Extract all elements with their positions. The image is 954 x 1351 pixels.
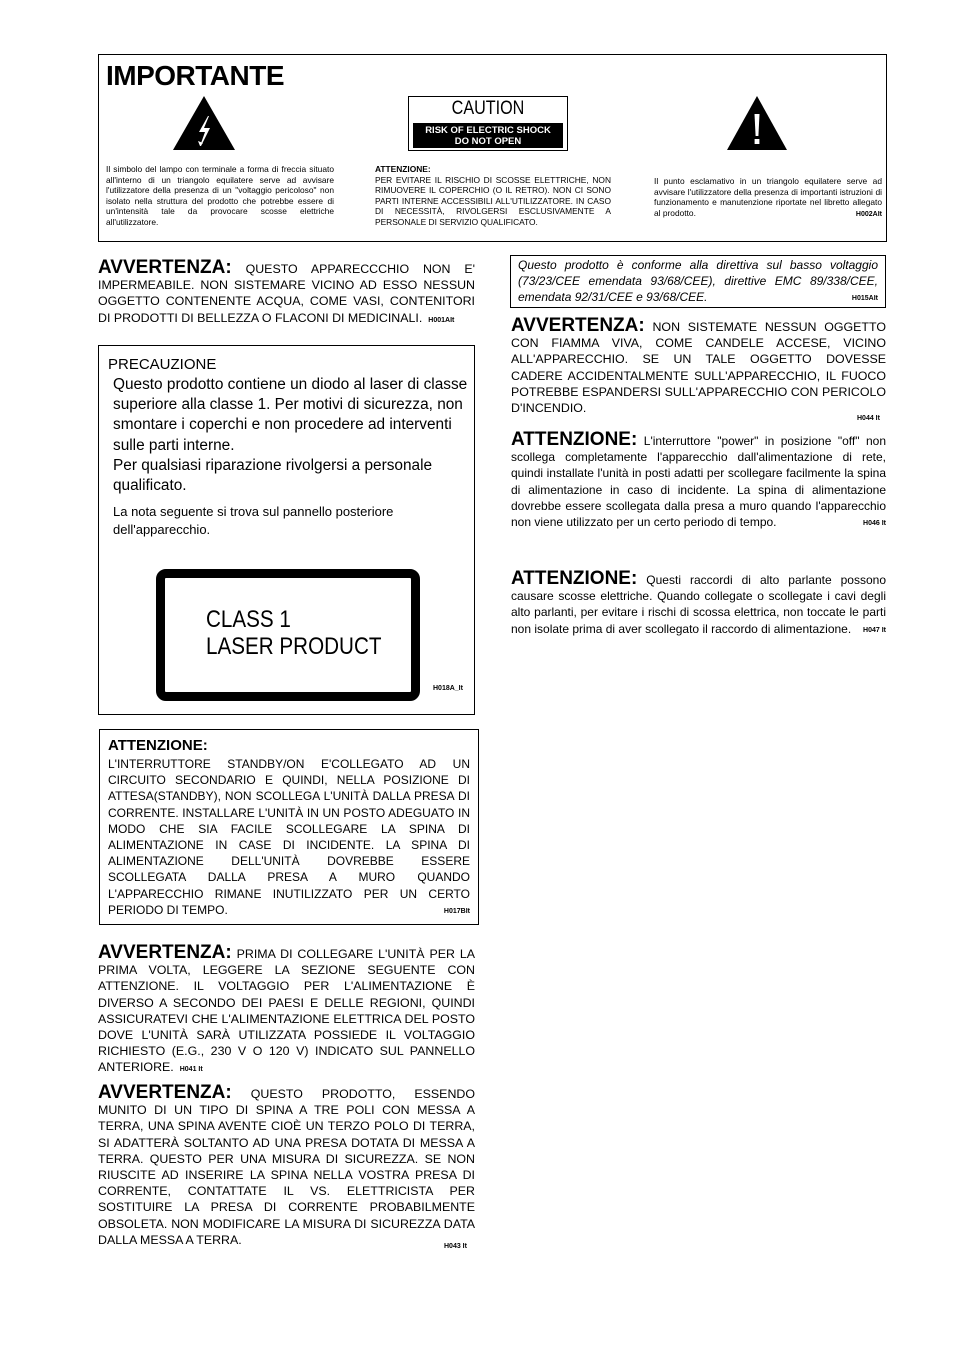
- attenzione-cover-text: PER EVITARE IL RISCHIO DI SCOSSE ELETTRICHE, NON RIMUOVERE IL COPERCHIO (O IL RETRO). NON CI SONO PARTI INTERNE ACCESSIBILI ALL'UTILIZZATORE. IN CASO DI NECESSITÀ, RIVOLGERSI ESCLUSIVAMENTE A PERSONALE DI SERVIZIO QUALIFICATO.: [375, 174, 611, 227]
- avvertenza-water-text: QUESTO APPARECCCHIO NON E' IMPERMEABILE. NON SISTEMARE VICINO AD ESSO NESSUN OGGETTO CONTENENTE ACQUA, COME VASI, CONTENITORI DI PRODOTTI DI BELLEZZA O FLACONI DI MEDICINALI.: [98, 262, 475, 325]
- attenzione-cover-warning: [375, 164, 611, 228]
- attenzione-heading: ATTENZIONE:: [511, 568, 638, 589]
- avvertenza-heading: AVVERTENZA:: [98, 257, 232, 278]
- exclamation-explanation-text: Il punto esclamativo in un triangolo equilatere serve ad avvisare l'utilizzatore della presenza di importanti istruzioni di funzionamento e manutenzione riportate nel libretto allegato al prodotto.: [654, 176, 882, 218]
- code-h015ait: H015AIt: [851, 295, 878, 302]
- avvertenza-water-section: [98, 257, 475, 329]
- attenzione-speaker-section: [511, 568, 886, 639]
- caution-label: [408, 96, 568, 151]
- avvertenza-heading: AVVERTENZA:: [98, 1082, 232, 1103]
- lightning-triangle-icon: [171, 94, 237, 152]
- class1-laser-text: [206, 606, 381, 660]
- avvertenza-voltage-text: PRIMA DI COLLEGARE L'UNITÀ PER LA PRIMA VOLTA, LEGGERE LA SEZIONE SEGUENTE CON ATTENZIONE. IL VOLTAGGIO PER L'ALIMENTAZIONE È DIVERSO A SECONDO DEI PAESI E DELLE REGIONI, QUINDI ASSICURATEVI CHE L'ALIMENTAZIONE ELETTRICA DEL POSTO DOVE L'UNITÀ SARÀ UTILIZZATA POSSIEDE IL VOLTAGGIO RICHIESTO (E.G., 230 V O 120 V) INDICATO SUL PANNELLO ANTERIORE.: [98, 947, 475, 1075]
- caution-sub-line1: RISK OF ELECTRIC SHOCK: [425, 125, 551, 136]
- code-h001ait: H001AIt: [428, 316, 455, 324]
- laser-line1: CLASS 1: [206, 606, 291, 633]
- attenzione-standby-heading: ATTENZIONE:: [108, 737, 208, 754]
- avvertenza-heading: AVVERTENZA:: [98, 942, 232, 963]
- attenzione-standby-text: L'INTERRUTTORE STANDBY/ON E'COLLEGATO AD UN CIRCUITO SECONDARIO E QUINDI, NELLA POSIZIONE DI ATTESA(STANDBY), NON SCOLLEGA L'UNITÀ DALLA PRESA DI CORRENTE. INSTALLARE L'UNITÀ IN UN POSTO ADEGUATO IN MODO CHE SIA FACILE SCOLLEGARE LA SPINA DI ALIMENTAZIONE IN CASE DI INCIDENTE. LA SPINA DI ALIMENTAZIONE DELL'UNITÀ DOVREBBE ESSERE SCOLLEGATA DALLA PRESA A MURO QUANDO L'APPARECCHIO RIMANE INUTILIZZATO PER UN CERTO PERIODO DI TEMPO.: [108, 757, 470, 917]
- avvertenza-ground-section: [98, 1082, 475, 1248]
- code-h002ait: H002AIt: [855, 210, 882, 218]
- precauzione-body: [113, 375, 468, 496]
- precauzione-text1: Questo prodotto contiene un diodo al laser di classe superiore alla classe 1. Per motivi di sicurezza, non smontare i coperchi e non procedere ad interventi sulle parti interne.: [113, 376, 468, 454]
- code-h044-it: H044 It: [857, 415, 880, 422]
- exclamation-triangle-icon: [725, 94, 789, 152]
- avvertenza-heading: AVVERTENZA:: [511, 315, 645, 336]
- attenzione-power-text: L'interruttore "power" in posizione "off" non scollega completamente l'apparecchio dall'alimentazione di rete, quindi installate l'unità in posti adatti per scollegare facilmente la spina di alimentazione in caso di incidente. La spina di alimentazione dovrebbe essere scollegata dalla presa a muro quando l'apparecchio non viene utilizzato per un certo periodo di tempo.: [511, 434, 886, 530]
- code-h043-it: H043 It: [444, 1243, 467, 1250]
- avvertenza-flame-text: NON SISTEMATE NESSUN OGGETTO CON FIAMMA VIVA, COME CANDELE ACCESE, VICINO ALL'APPARECCHIO. SE UN TALE OGGETTO DOVESSE CADERE ACCIDENTALMENTE SULL'APPARECCHIO, IL FUOCO POTREBBE ESPANDERSI SULL'APPARECCHIO CON PERICOLO D'INCENDIO.: [511, 320, 886, 416]
- attenzione-power-section: [511, 429, 886, 532]
- code-h041-it: H041 It: [179, 1066, 203, 1074]
- laser-line2: LASER PRODUCT: [206, 633, 382, 660]
- precauzione-text2: Per qualsiasi riparazione rivolgersi a personale qualificato.: [113, 456, 433, 495]
- attenzione-standby-section: [108, 756, 470, 920]
- precauzione-title: PRECAUZIONE: [108, 356, 217, 373]
- caution-title: CAUTION: [451, 98, 525, 119]
- caution-sub-line2: DO NOT OPEN: [454, 136, 522, 147]
- lightning-explanation: Il simbolo del lampo con terminale a forma di freccia situato all'interno di un triangolo equilatere serve ad avvisare l'utilizzatore della presenza di un "voltaggio pericoloso" non isolato nella struttura del prodotto che potrebbe essere di un'intensità tale da provocare scosse elettriche all'utilizzatore.: [106, 164, 334, 227]
- precauzione-note: La nota seguente si trova sul pannello posteriore dell'apparecchio.: [113, 504, 394, 537]
- importante-title: IMPORTANTE: [106, 60, 285, 91]
- avvertenza-ground-text: QUESTO PRODOTTO, ESSENDO MUNITO DI UN TIPO DI SPINA A TRE POLI CON MESSA A TERRA, UNA SPINA AVENTE CIOÈ UN TERZO POLO DI TERRA, SI ADATTERÀ SOLTANTO AD UNA PRESA DOTATA DI MESSA A TERRA. QUESTO PER UNA MISURA DI SICUREZZA. SE NON RIUSCITE AD INSERIRE LA SPINA NELLA VOSTRA PRESA DI CORRENTE, CONTATTATE IL VS. ELETTRICISTA PER SOSTITUIRE LA PRESA DI CORRENTE PROBABILMENTE OBSOLETA. NON MODIFICARE LA MISURA DI SICUREZZA DATA DALLA MESSA A TERRA.: [98, 1087, 475, 1247]
- ce-conformity-text: Questo prodotto è conforme alla direttiva sul basso voltaggio (73/23/CEE emendata 93/68/CEE), direttive EMC 89/338/CEE, emendata 92/31/CEE e 93/68/CEE.: [518, 258, 878, 304]
- code-h047-it: H047 It: [863, 626, 886, 634]
- caution-subtitle: [413, 123, 563, 148]
- code-h017bit: H017BIt: [443, 907, 470, 915]
- avvertenza-flame-section: [511, 315, 886, 416]
- attenzione-speaker-text: Questi raccordi di alto parlante possono causare scosse elettriche. Quando collegate o scollegate i cavi degli alto parlanti, per evitare i rischi di scossa elettrica, non toccate le parti non isolate prima di aver scollegato il raccordo di alimentazione.: [511, 573, 886, 636]
- attenzione-heading: ATTENZIONE:: [511, 429, 638, 450]
- ce-conformity-section: [518, 257, 878, 307]
- attenzione-label: ATTENZIONE:: [375, 164, 431, 174]
- code-h046-it: H046 It: [863, 520, 886, 528]
- exclamation-explanation: [654, 176, 882, 220]
- avvertenza-voltage-section: [98, 942, 475, 1079]
- code-h018a-it: H018A_It: [433, 685, 463, 692]
